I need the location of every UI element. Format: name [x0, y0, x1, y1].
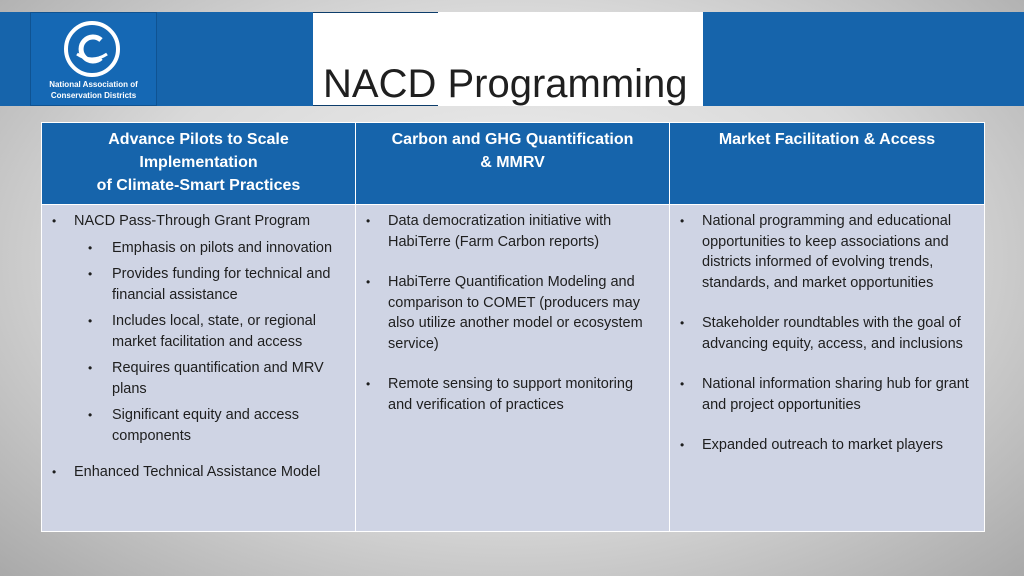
header-line: of Climate-Smart Practices	[96, 177, 301, 194]
nacd-logo-icon	[63, 20, 121, 78]
header-line: Market Facilitation & Access	[718, 131, 936, 148]
header-line: Carbon and GHG Quantification	[391, 131, 634, 148]
column-carbon	[356, 205, 670, 532]
list-item: • Enhanced Technical Assistance Model	[50, 462, 347, 483]
logo-line-2: Conservation Districts	[50, 91, 137, 100]
column-header-carbon	[356, 123, 670, 205]
title-box	[313, 12, 703, 106]
content-row	[42, 205, 985, 532]
header-line: Implementation	[139, 154, 258, 171]
logo-line-1: National Association of	[49, 80, 138, 89]
sub-list-item: • Significant equity and access components	[74, 405, 347, 446]
list-item: • Expanded outreach to market players	[678, 435, 976, 456]
list-item-text: NACD Pass-Through Grant Program	[74, 213, 311, 229]
column-market	[670, 205, 985, 532]
list-item: • HabiTerre Quantification Modeling and comparison to COMET (producers may also utilize another model or ecosystem service)	[364, 272, 661, 354]
header-line: Advance Pilots to Scale	[108, 131, 289, 148]
column-header-market	[670, 123, 985, 205]
list-item: • National information sharing hub for grant and project opportunities	[678, 374, 976, 415]
list-item: • Stakeholder roundtables with the goal of advancing equity, access, and inclusions	[678, 313, 976, 354]
sub-list-item: • Provides funding for technical and financial assistance	[74, 264, 347, 305]
header-row	[42, 123, 985, 205]
header-line: & MMRV	[480, 154, 545, 171]
programming-table	[41, 122, 985, 532]
list-item	[50, 211, 347, 446]
page-title: NACD Programming	[323, 62, 688, 106]
list-item: • Data democratization initiative with HabiTerre (Farm Carbon reports)	[364, 211, 661, 252]
sub-list-item: • Emphasis on pilots and innovation	[74, 238, 347, 259]
nacd-logo	[30, 12, 157, 106]
column-pilots	[42, 205, 356, 532]
logo-text	[30, 79, 157, 101]
sub-list-item: • Includes local, state, or regional market facilitation and access	[74, 311, 347, 352]
list-item: • National programming and educational opportunities to keep associations and districts informed of evolving trends, standards, and market opportunities	[678, 211, 976, 293]
column-header-pilots	[42, 123, 356, 205]
sub-list-item: • Requires quantification and MRV plans	[74, 358, 347, 399]
list-item: • Remote sensing to support monitoring and verification of practices	[364, 374, 661, 415]
